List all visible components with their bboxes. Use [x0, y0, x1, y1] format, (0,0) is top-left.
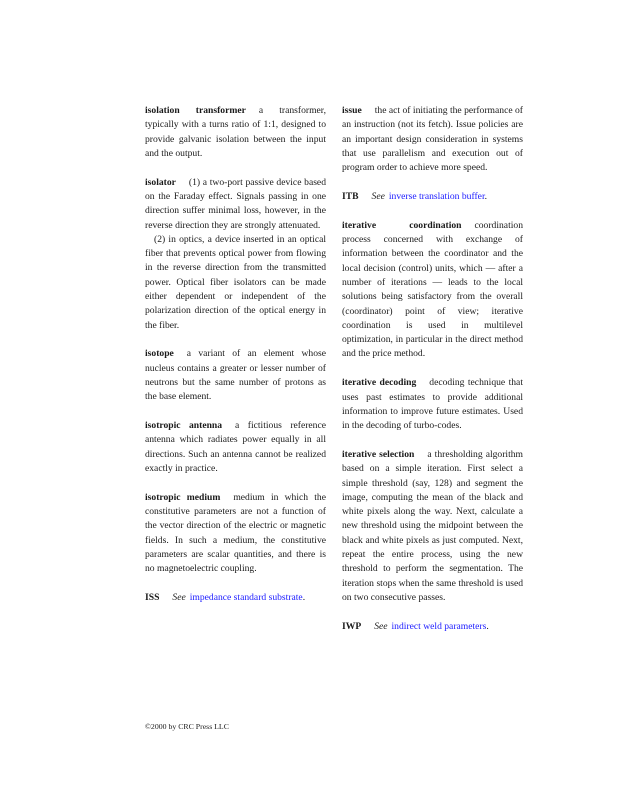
entry-definition: a thresholding algorithm based on a simple iteration. First select a simple threshold (say, 128) and segment the image, computing the mean of the black and white pixels along the way. Next, calculate a new threshold using the midpoint between the black and white pixels as just computed. Next, repeat the entire process, using the new threshold to perform the segmentation. The iteration stops when the same threshold is used on two consecutive passes.: [342, 448, 523, 603]
entry-term: ITB: [342, 190, 359, 202]
entry-definition: a variant of an element whose nucleus contains a greater or lesser number of neutrons but the same number of protons as the base element.: [145, 348, 326, 403]
cross-reference-link[interactable]: impedance standard substrate: [189, 592, 303, 604]
entry-issue: [342, 104, 523, 175]
entry-definition-2: (2) in optics, a device inserted in an optical fiber that prevents optical power from flowing in the reverse direction from the transmitted power. Optical fiber isolators can be made either dependent or independent of the polarization direction of the optical energy in the fiber.: [145, 233, 326, 331]
entry-isotope: [145, 347, 326, 404]
period: .: [484, 190, 488, 202]
entry-term: isotropic antenna: [145, 420, 223, 432]
see-label: See: [172, 592, 186, 604]
entry-definition: the act of initiating the performance of an instruction (not its fetch). Issue policies are an important design consideration in systems that use parallelism and execution out of program order to achieve more speed.: [342, 105, 523, 174]
entry-isotropic-medium: [145, 491, 326, 577]
entry-definition: medium in which the constitutive parameters are not a function of the vector direction of the electric or magnetic fields. In such a medium, the constitutive parameters are scalar quantities, and there is no magnetoelectric coupling.: [145, 491, 326, 575]
left-column: [145, 104, 326, 620]
entry-term: ISS: [145, 592, 160, 604]
entry-term: isotropic medium: [145, 491, 221, 503]
entry-term: iterative decoding: [342, 377, 417, 389]
entry-term: isotope: [145, 348, 174, 360]
entry-definition: decoding technique that uses past estimates to provide additional information to improve future estimates. Used in the decoding of turbo-codes.: [342, 377, 523, 432]
cross-reference-link[interactable]: indirect weld parameters: [391, 620, 487, 632]
entry-isotropic-antenna: [145, 419, 326, 476]
entry-definition: a transformer, typically with a turns ratio of 1:1, designed to provide galvanic isolation between the input and the output.: [145, 105, 326, 159]
period: .: [486, 620, 489, 632]
cross-reference-link[interactable]: inverse translation buffer: [388, 190, 485, 202]
entry-term: issue: [342, 105, 362, 116]
entry-term: iterative coordination: [342, 219, 462, 231]
entry-term: IWP: [342, 620, 362, 632]
see-label: See: [371, 190, 385, 202]
entry-iterative-decoding: [342, 376, 523, 433]
entry-definition: coordination process concerned with exchange of information between the coordinator and the local decision (control) units, which — after a number of iterations — leads to the local solutions being satisfactory from the overall (coordinator) point of view; iterative coordination is used in multilevel optimization, in particular in the direct method and the price method.: [342, 219, 523, 360]
entry-definition: a fictitious reference antenna which radiates power equally in all directions. Such an antenna cannot be realized exactly in practice.: [145, 420, 326, 475]
see-label: See: [374, 620, 388, 632]
entry-isolation-transformer: [145, 104, 326, 161]
entry-definition: (1) a two-port passive device based on the Faraday effect. Signals passing in one direction suffer minimal loss, however, in the reverse direction they are strongly attenuated.: [145, 176, 326, 231]
entry-term: isolator: [145, 176, 176, 188]
entry-iterative-selection: [342, 448, 523, 605]
entry-iss: [145, 591, 326, 605]
entry-iwp: [342, 620, 523, 634]
right-column: [342, 104, 523, 649]
entry-term: isolation transformer: [145, 105, 246, 116]
entry-itb: [342, 190, 523, 204]
entry-iterative-coordination: [342, 219, 523, 362]
copyright-footer: ©2000 by CRC Press LLC: [145, 722, 229, 731]
period: .: [302, 592, 306, 604]
entry-term: iterative selection: [342, 448, 415, 460]
entry-isolator: [145, 176, 326, 333]
